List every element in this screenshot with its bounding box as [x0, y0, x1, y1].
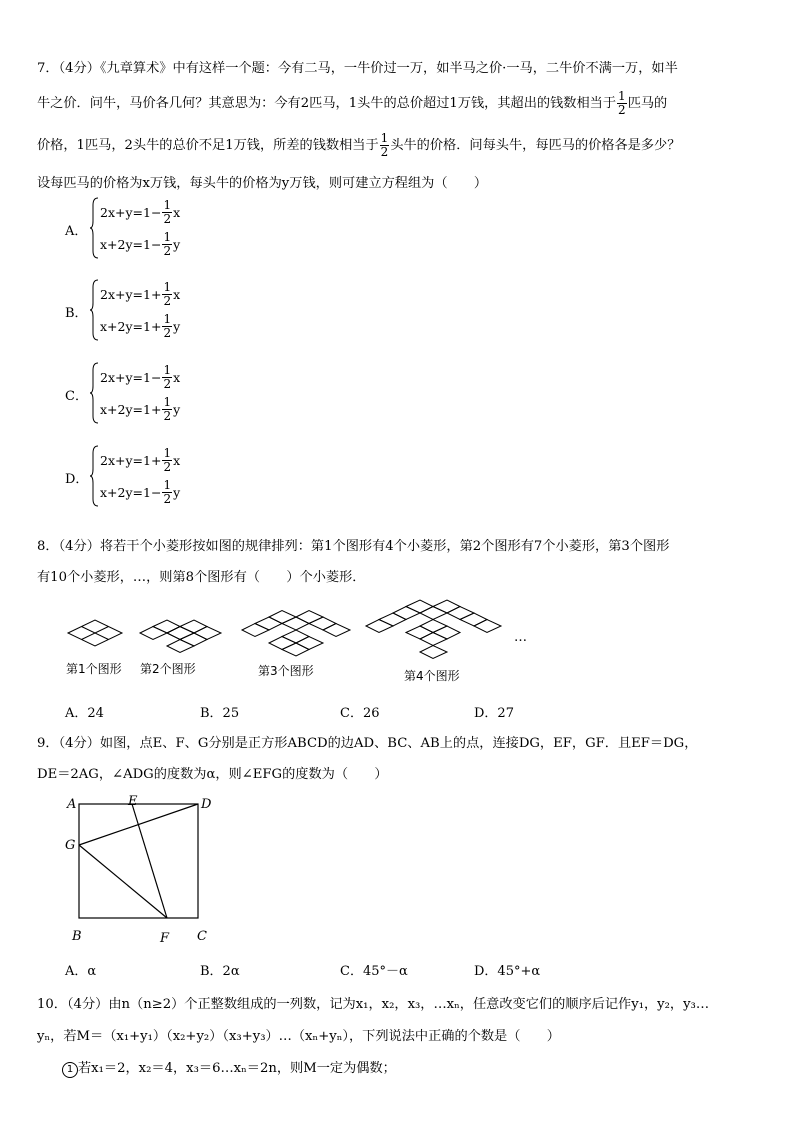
frac-num: 1 — [163, 230, 172, 244]
frac-den: 2 — [163, 212, 172, 226]
equation-variable: y — [173, 319, 181, 334]
equation-system — [90, 197, 210, 259]
q9-choice-d: D．45°+α — [474, 964, 541, 979]
q8-line-2: 有10个小菱形，…，则第8个图形有（ ）个小菱形． — [37, 570, 366, 585]
frac-den: 2 — [163, 409, 172, 423]
frac-den: 2 — [163, 244, 172, 258]
frac-den: 2 — [163, 294, 172, 308]
frac-num: 1 — [163, 478, 172, 492]
equation-variable: x — [173, 205, 181, 220]
equation-variable: x — [173, 453, 181, 468]
caption-figure-2: 第2个图形 — [140, 662, 196, 676]
equation-variable: y — [173, 402, 181, 417]
q10-line-2: yₙ，若M＝（x₁+y₁）（x₂+y₂）（x₃+y₃）…（xₙ+yₙ），下列说法中正确的个数是（ ） — [37, 1029, 560, 1044]
left-brace-icon — [90, 445, 100, 507]
q9-choice-c: C．45°－α — [340, 964, 408, 979]
equation-text: x+2y=1− — [100, 485, 162, 500]
caption-figure-4: 第4个图形 — [404, 669, 460, 683]
point-e-label: E — [128, 794, 138, 809]
point-c-label: C — [197, 929, 207, 944]
frac-num: 1 — [618, 89, 626, 103]
pattern-3 — [242, 611, 350, 657]
equation-text: 2x+y=1+ — [100, 287, 162, 302]
frac-den: 2 — [163, 492, 172, 506]
q7-line-4: 设每匹马的价格为x万钱，每头牛的价格为y万钱，则可建立方程组为（ ） — [37, 176, 488, 191]
equation-row — [100, 281, 180, 308]
q7-option-label: D． — [65, 472, 89, 487]
q7-line-2 — [37, 90, 667, 117]
equation-variable: y — [173, 485, 181, 500]
point-d-label: D — [201, 797, 212, 812]
pattern-1 — [68, 620, 122, 646]
equation-row — [100, 479, 180, 506]
q7-line-3-tail: 头牛的价格．问每头牛，每匹马的价格各是多少？ — [390, 138, 681, 153]
square-abcd-figure — [60, 790, 230, 950]
q7-line-3 — [37, 132, 680, 159]
frac-den: 2 — [163, 326, 172, 340]
equation-system — [90, 279, 210, 341]
point-g-label: G — [65, 838, 76, 853]
frac-num: 1 — [163, 395, 172, 409]
left-brace-icon — [90, 362, 100, 424]
point-a-label: A — [67, 797, 77, 812]
circled-number-1: 1 — [62, 1062, 78, 1078]
point-f-label: F — [160, 931, 170, 946]
equation-row — [100, 447, 180, 474]
q7-option-label: A． — [65, 224, 88, 239]
q9-choice-a: A．α — [65, 964, 97, 979]
fraction-half — [380, 132, 390, 159]
q7-line-1: 7．（4分）《九章算术》中有这样一个题：今有二马，一牛价过一万，如半马之价·一马，二牛价不满一万，如半 — [37, 61, 678, 76]
q8-choice-d: D．27 — [474, 706, 514, 721]
q10-line-3-text: 若x₁＝2，x₂＝4，x₃＝6…xₙ＝2n，则M一定为偶数； — [78, 1061, 396, 1076]
q7-line-2-tail: 匹马的 — [627, 96, 668, 111]
q9-line-1: 9．（4分）如图，点E、F、G分别是正方形ABCD的边AD、BC、AB上的点，连接DG，EF，GF．且EF＝DG， — [37, 736, 698, 751]
frac-den: 2 — [163, 377, 172, 391]
equation-variable: y — [173, 237, 181, 252]
equation-text: x+2y=1− — [100, 237, 162, 252]
equation-variable: x — [173, 370, 181, 385]
fraction-half — [162, 447, 172, 474]
fraction-half — [162, 231, 172, 258]
frac-num: 1 — [163, 363, 172, 377]
frac-num: 1 — [163, 446, 172, 460]
equation-text: 2x+y=1+ — [100, 453, 162, 468]
frac-num: 1 — [163, 312, 172, 326]
fraction-half — [162, 199, 172, 226]
q9-choice-b: B．2α — [200, 964, 240, 979]
equation-system — [90, 362, 210, 424]
pattern-2 — [140, 620, 221, 653]
frac-den: 2 — [163, 460, 172, 474]
q7-line-3-text: 价格，1匹马，2头牛的总价不足1万钱，所差的钱数相当于 — [37, 138, 379, 153]
q8-choice-c: C．26 — [340, 706, 380, 721]
equation-text: x+2y=1+ — [100, 319, 162, 334]
fraction-half — [617, 90, 627, 117]
caption-figure-1: 第1个图形 — [66, 662, 122, 676]
frac-den: 2 — [380, 145, 389, 159]
equation-row — [100, 313, 180, 340]
fraction-half — [162, 313, 172, 340]
q10-line-3 — [62, 1057, 396, 1078]
equation-variable: x — [173, 287, 181, 302]
q7-option-label: B． — [65, 306, 88, 321]
equation-text: x+2y=1+ — [100, 402, 162, 417]
pattern-ellipsis: … — [514, 630, 527, 645]
left-brace-icon — [90, 197, 100, 259]
frac-den: 2 — [618, 103, 626, 117]
q9-line-2: DE＝2AG，∠ADG的度数为α，则∠EFG的度数为（ ） — [37, 767, 388, 782]
equation-system — [90, 445, 210, 507]
q8-choice-a: A．24 — [65, 706, 104, 721]
q7-line-2-text: 牛之价．问牛，马价各几何？其意思为：今有2匹马，1头牛的总价超过1万钱，其超出的钱数相当于 — [37, 96, 617, 111]
caption-figure-3: 第3个图形 — [258, 664, 314, 678]
frac-num: 1 — [163, 280, 172, 294]
left-brace-icon — [90, 279, 100, 341]
equation-text: 2x+y=1− — [100, 370, 162, 385]
point-b-label: B — [72, 929, 82, 944]
q8-line-1: 8．（4分）将若干个小菱形按如图的规律排列：第1个图形有4个小菱形，第2个图形有7个小菱形，第3个图形 — [37, 539, 670, 554]
frac-num: 1 — [380, 131, 389, 145]
rhombus-pattern-figure — [60, 595, 540, 670]
fraction-half — [162, 364, 172, 391]
q10-line-1: 10．（4分）由n（n≥2）个正整数组成的一列数，记为x₁，x₂，x₃，…xₙ，任意改变它们的顺序后记作y₁，y₂，y₃… — [37, 997, 710, 1012]
fraction-half — [162, 396, 172, 423]
fraction-half — [162, 479, 172, 506]
q7-option-label: C． — [65, 389, 88, 404]
equation-text: 2x+y=1− — [100, 205, 162, 220]
equation-row — [100, 364, 180, 391]
equation-row — [100, 231, 180, 258]
equation-row — [100, 396, 180, 423]
frac-num: 1 — [163, 198, 172, 212]
equation-row — [100, 199, 180, 226]
pattern-4 — [366, 600, 501, 659]
q8-choice-b: B．25 — [200, 706, 240, 721]
fraction-half — [162, 281, 172, 308]
